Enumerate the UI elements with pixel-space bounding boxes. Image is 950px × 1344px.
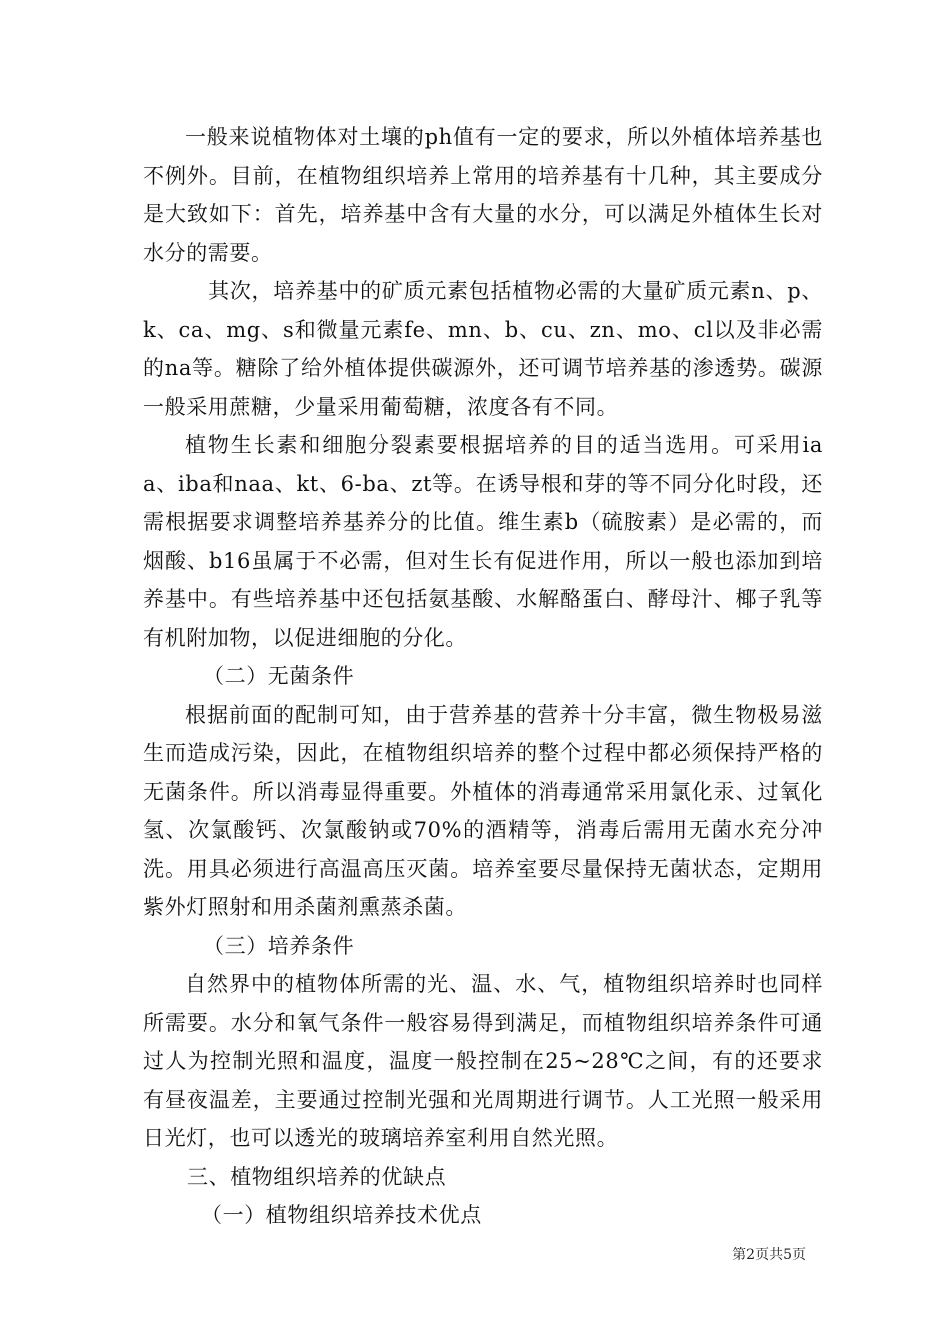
paragraph-culture-conditions: 自然界中的植物体所需的光、温、水、气，植物组织培养时也同样所需要。水分和氧气条件一般容易得到满足，而植物组织培养条件可通过人为控制光照和温度，温度一般控制在25~28℃之间，有的还要求有昼夜温差，主要通过控制光强和光周期进行调节。人工光照一般采用日光灯，也可以透光的玻璃培养室利用自然光照。 (143, 972, 823, 1150)
heading-sterile-conditions: （二）无菌条件 (203, 664, 355, 688)
page-number-footer: 第2页共5页 (732, 1247, 806, 1263)
paragraph-growth-hormones: 植物生长素和细胞分裂素要根据培养的目的适当选用。可采用iaa、iba和naa、kt、6-ba、zt等。在诱导根和芽的等不同分化时段，还需根据要求调整培养基养分的比值。维生素b（硫胺素）是必需的，而烟酸、b16虽属于不必需，但对生长有促进作用，所以一般也添加到培养基中。有些培养基中还包括氨基酸、水解酪蛋白、酵母汁、椰子乳等有机附加物，以促进细胞的分化。 (143, 433, 823, 650)
heading-culture-conditions: （三）培养条件 (203, 933, 355, 958)
paragraph-sterile-conditions: 根据前面的配制可知，由于营养基的营养十分丰富，微生物极易滋生而造成污染，因此，在植物组织培养的整个过程中都必须保持严格的无菌条件。所以消毒显得重要。外植体的消毒通常采用氯化汞、过氧化氢、次氯酸钙、次氯酸钠或70%的酒精等，消毒后需用无菌水充分冲洗。用具必须进行高温高压灭菌。培养室要尽量保持无菌状态，定期用紫外灯照射和用杀菌剂熏蒸杀菌。 (143, 702, 823, 919)
paragraph-mineral-elements: 其次，培养基中的矿质元素包括植物必需的大量矿质元素n、p、k、ca、mg、s和微量元素fe、mn、b、cu、zn、mo、cl以及非必需的na等。糖除了给外植体提供碳源外，还可调节培养基的渗透势。碳源一般采用蔗糖，少量采用葡萄糖，浓度各有不同。 (143, 279, 823, 419)
document-body (143, 118, 823, 1235)
section-heading-pros-cons: 三、植物组织培养的优缺点 (187, 1164, 447, 1189)
paragraph-ph-requirement: 一般来说植物体对土壤的ph值有一定的要求，所以外植体培养基也不例外。目前，在植物组织培养上常用的培养基有十几种，其主要成分是大致如下：首先，培养基中含有大量的水分，可以满足外植体生长对水分的需要。 (143, 125, 823, 265)
subsection-heading-advantages: （一）植物组织培养技术优点 (201, 1203, 482, 1227)
